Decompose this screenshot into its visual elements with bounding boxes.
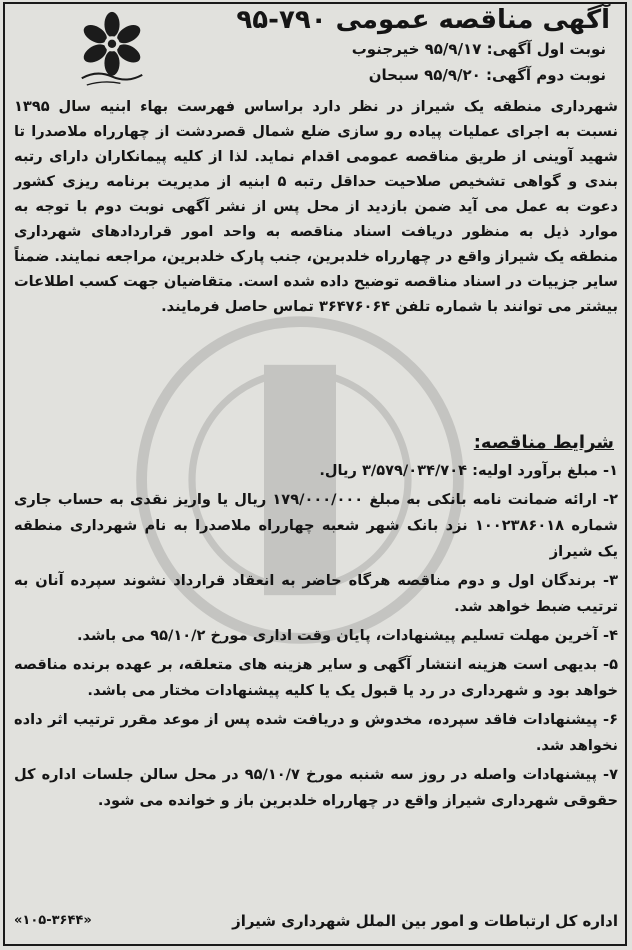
notice-footer <box>14 908 618 936</box>
condition-item: ۶- پیشنهادات فاقد سپرده، مخدوش و دریافت شده پس از موعد مقرر ترتیب اثر داده نخواهد شد. <box>14 711 618 754</box>
condition-item: ۷- پیشنهادات واصله در روز سه شنبه مورخ ۹۵/۱۰/۷ در محل سالن جلسات اداره کل حقوقی شهرداری شیراز واقع در چهارراه خلدبرین باز و خوانده می شود. <box>14 766 618 809</box>
condition-item: ۱- مبلغ برآورد اولیه: ۳/۵۷۹/۰۳۴/۷۰۴ ریال. <box>319 462 618 479</box>
second-publication-date: نوبت دوم آگهی: ۹۵/۹/۲۰ سبحان <box>368 66 606 84</box>
condition-item: ۳- برندگان اول و دوم مناقصه هرگاه حاضر به انعقاد قرارداد نشوند سپرده آنان به ترتیب ضبط خواهد شد. <box>14 572 618 615</box>
notice-title: آگهی مناقصه عمومی ۷۹۰-۹۵ <box>236 5 610 35</box>
notice-code: «۱۰۵-۳۶۴۴» <box>14 913 92 928</box>
condition-item: ۴- آخرین مهلت تسلیم پیشنهادات، پایان وقت اداری مورخ ۹۵/۱۰/۲ می باشد. <box>76 627 618 644</box>
issuing-organization: اداره کل ارتباطات و امور بین الملل شهرداری شیراز <box>232 912 618 930</box>
shiraz-municipality-logo-icon <box>70 6 154 90</box>
notice-body: شهرداری منطقه یک شیراز در نظر دارد براساس فهرست بهاء ابنیه سال ۱۳۹۵ نسبت به اجرای عملیات پیاده رو سازی ضلع شمال قصردشت از چهارراه ملاصدرا تا شهید آوینی از طریق مناقصه عمومی اقدام نماید. لذا از کلیه پیمانکاران دارای رتبه بندی و گواهی تشخیص صلاحیت حداقل رتبه ۵ ابنیه از مدیریت برنامه ریزی کشور دعوت به عمل می آید ضمن بازدید از محل پس از نشر آگهی نوبت دوم با توجه به موارد ذیل به منظور دریافت اسناد مناقصه به واحد امور قراردادهای شهرداری منطقه یک شیراز واقع در چهارراه خلدبرین، جنب پارک خلدبرین، مراجعه نمایند. ضمناً سایر جزییات در اسناد مناقصه توضیح داده شده است. متقاضیان جهت کسب اطلاعات بیشتر می توانند با شماره تلفن ۳۶۴۷۶۰۶۴ تماس حاصل فرمایند. <box>14 98 618 315</box>
conditions-heading: شرایط مناقصه: <box>473 432 614 453</box>
condition-item: ۵- بدیهی است هزینه انتشار آگهی و سایر هزینه های متعلقه، بر عهده برنده مناقصه خواهد بود و شهرداری در رد یا قبول یک یا کلیه پیشنهادات مختار می باشد. <box>14 656 618 699</box>
first-publication-date: نوبت اول آگهی: ۹۵/۹/۱۷ خیرجنوب <box>351 40 606 58</box>
conditions-list <box>14 458 618 817</box>
condition-item: ۲- ارائه ضمانت نامه بانکی به مبلغ ۱۷۹/۰۰۰/۰۰۰ ریال یا واریز نقدی به حساب جاری شماره ۱۰۰۲۳۸۶۰۱۸ نزد بانک شهر شعبه چهارراه ملاصدرا به نام شهرداری منطقه یک شیراز <box>14 491 619 560</box>
